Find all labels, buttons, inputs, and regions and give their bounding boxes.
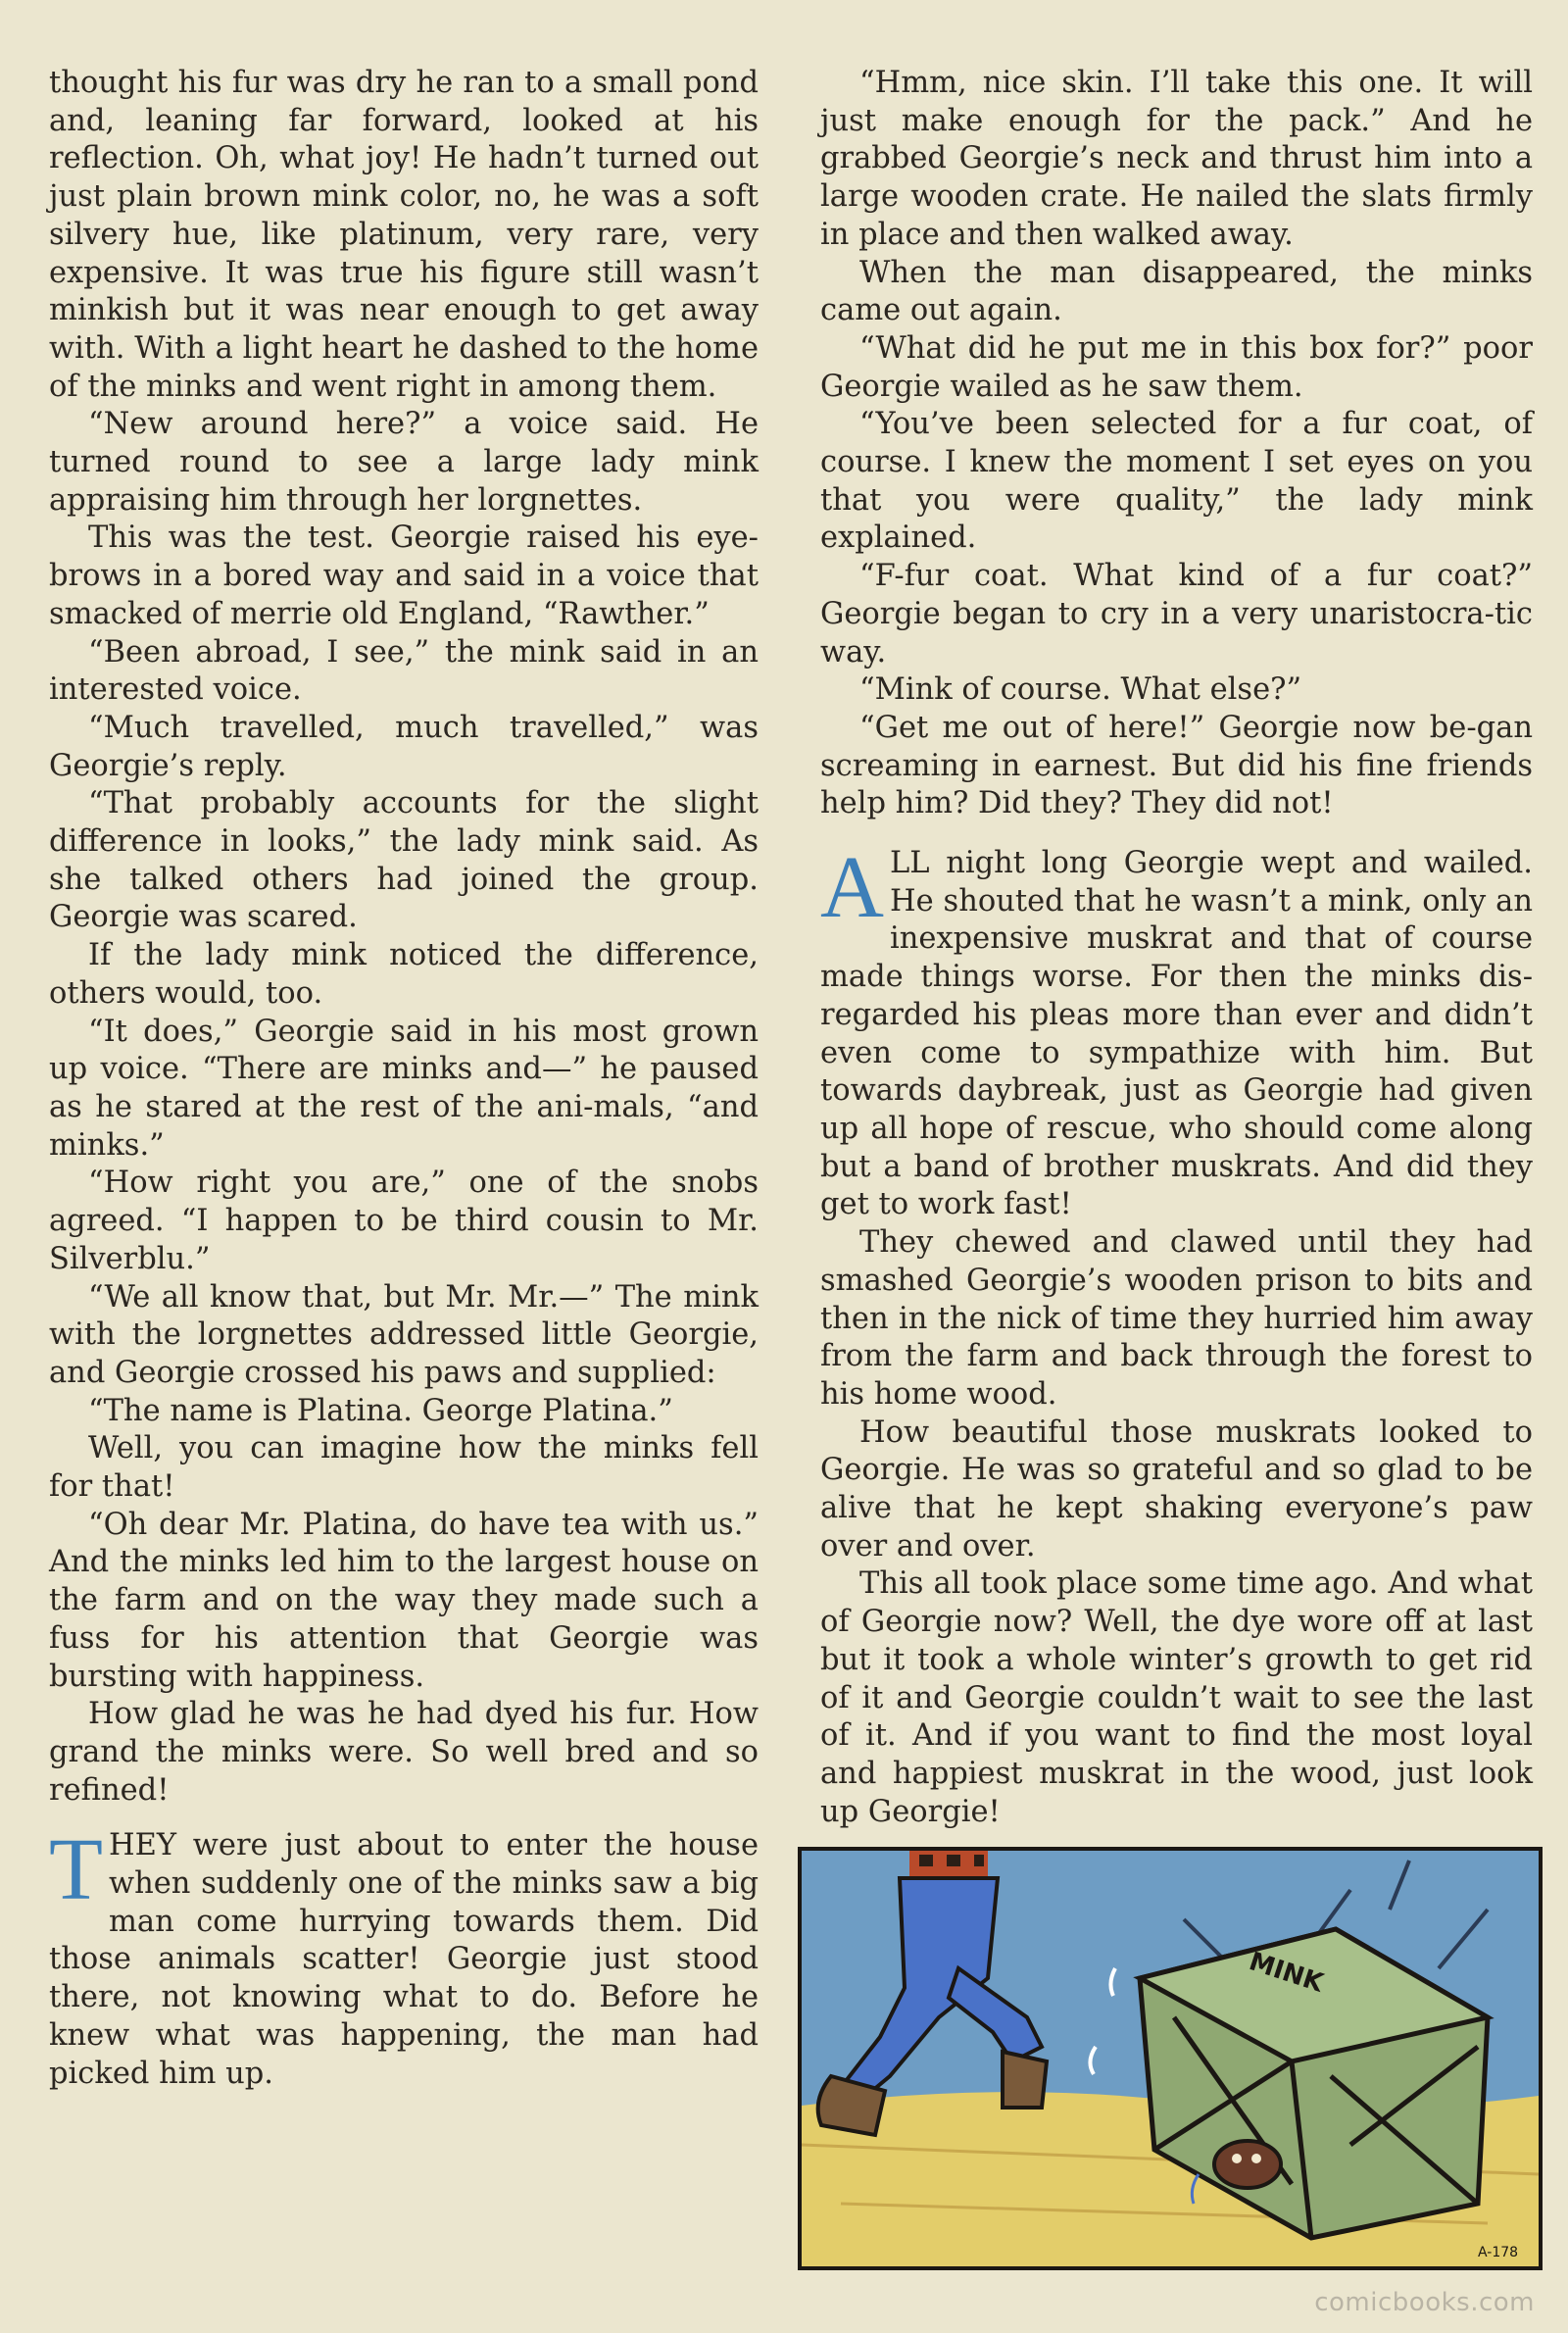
drop-cap-lead: HEY [108, 1828, 176, 1863]
paragraph: “Oh dear Mr. Platina, do have tea with us.” And the minks led him to the largest house on the farm and on the way they made such a fuss for his attention that Georgie was bursting with happiness. [49, 1507, 759, 1694]
paragraph: “The name is Platina. George Platina.” [88, 1393, 673, 1428]
georgie-face [1214, 2141, 1281, 2188]
paragraph: How beautiful those muskrats looked to Georgie. He was so grateful and so glad to be alive that he kept shaking everyone’s paw over and over. [820, 1415, 1533, 1564]
paragraph: “That probably accounts for the slight difference in looks,” the lady mink said. As she talked others had joined the group. Georgie was scared. [49, 786, 759, 935]
drop-cap-letter: A [820, 839, 884, 937]
paragraph: “New around here?” a voice said. He turned round to see a large lady mink appraising him through her lorgnettes. [49, 407, 759, 518]
paragraph: “F-fur coat. What kind of a fur coat?” Georgie began to cry in a very unaristocra-tic way. [820, 559, 1533, 670]
crate-illustration [802, 1851, 1539, 2266]
crate-label: MINK [1245, 1947, 1327, 1999]
paragraph: “Much travelled, much travelled,” was Georgie’s reply. [49, 710, 759, 783]
paragraph: This all took place some time ago. And what of Georgie now? Well, the dye wore off at last but it took a whole winter’s growth to get rid of it and Georgie couldn’t wait to see the last of it. And if you want to find the most loyal and happiest muskrat in the wood, just look up Georgie! [820, 1566, 1533, 1829]
right-text-column [820, 65, 1533, 1831]
paragraph: When the man disappeared, the minks came out again. [820, 255, 1533, 328]
drop-cap-lead: LL [890, 846, 930, 881]
paragraph: “You’ve been selected for a fur coat, of course. I knew the moment I set eyes on you that you were quality,” the lady mink explained. [820, 407, 1533, 556]
paragraph: Well, you can imagine how the minks fell for that! [49, 1431, 759, 1505]
drop-cap-body: were just about to enter the house when suddenly one of the minks saw a big man come hurrying towards them. Did those animals scatter! Georgie just stood there, not knowing what to do. Before he knew what was happening, the man had picked him up. [49, 1828, 759, 2091]
comic-illustration-panel [798, 1847, 1543, 2270]
paragraph: “What did he put me in this box for?” poor Georgie wailed as he saw them. [820, 330, 1533, 404]
paragraph: “Hmm, nice skin. I’ll take this one. It will just make enough for the pack.” And he grabbed Georgie’s neck and thrust him into a large wooden crate. He nailed the slats firmly in place and then walked away. [820, 66, 1533, 252]
paragraph: thought his fur was dry he ran to a small pond and, leaning far forward, looked at his reflection. Oh, what joy! He hadn’t turned out just plain brown mink color, no, he was a soft silvery hue, like platinum, very rare, very expensive. It was true his figure still wasn’t minkish but it was near enough to get away with. With a light heart he dashed to the home of the minks and went right in among them. [49, 66, 759, 404]
boot [1003, 2052, 1047, 2108]
source-watermark: comicbooks.com [1314, 2288, 1535, 2317]
left-text-column [49, 65, 759, 2093]
paragraph: “Mink of course. What else?” [859, 672, 1302, 708]
paragraph: “Been abroad, I see,” the mink said in an interested voice. [49, 634, 759, 708]
artist-signature: A-178 [1478, 2245, 1519, 2260]
paragraph: “Get me out of here!” Georgie now be-gan screaming in earnest. But did his fine friends help him? Did they? They did not! [820, 710, 1533, 821]
paragraph: They chewed and clawed until they had smashed Georgie’s wooden prison to bits and then in the nick of time they hurried him away from the farm and back through the forest to his home wood. [820, 1225, 1533, 1412]
paragraph: “It does,” Georgie said in his most grown up voice. “There are minks and—” he paused as he stared at the rest of the ani-mals, “and minks.” [49, 1014, 759, 1163]
drop-cap-letter: T [49, 1821, 103, 1919]
paragraph: “How right you are,” one of the snobs agreed. “I happen to be third cousin to Mr. Silverblu.” [49, 1166, 759, 1276]
paragraph: This was the test. Georgie raised his eye-brows in a bored way and said in a voice that smacked of merrie old England, “Rawther.” [49, 521, 759, 631]
drop-cap-paragraph [49, 1821, 759, 2093]
drop-cap-body: night long Georgie wept and wailed. He shouted that he wasn’t a mink, only an inexpensive muskrat and that of course made things worse. For then the minks dis-regarded his pleas more than ever and didn’t even come to sympathize with him. But towards daybreak, just as Georgie had given up all hope of rescue, who should come along but a band of brother muskrats. And did they get to work fast! [820, 846, 1533, 1222]
drop-cap-paragraph [820, 839, 1533, 1224]
paragraph: How glad he was he had dyed his fur. How grand the minks were. So well bred and so refined! [49, 1697, 759, 1808]
paragraph: “We all know that, but Mr. Mr.—” The mink with the lorgnettes addressed little Georgie, and Georgie crossed his paws and supplied: [49, 1279, 759, 1390]
paragraph: If the lady mink noticed the difference, others would, too. [49, 938, 759, 1011]
